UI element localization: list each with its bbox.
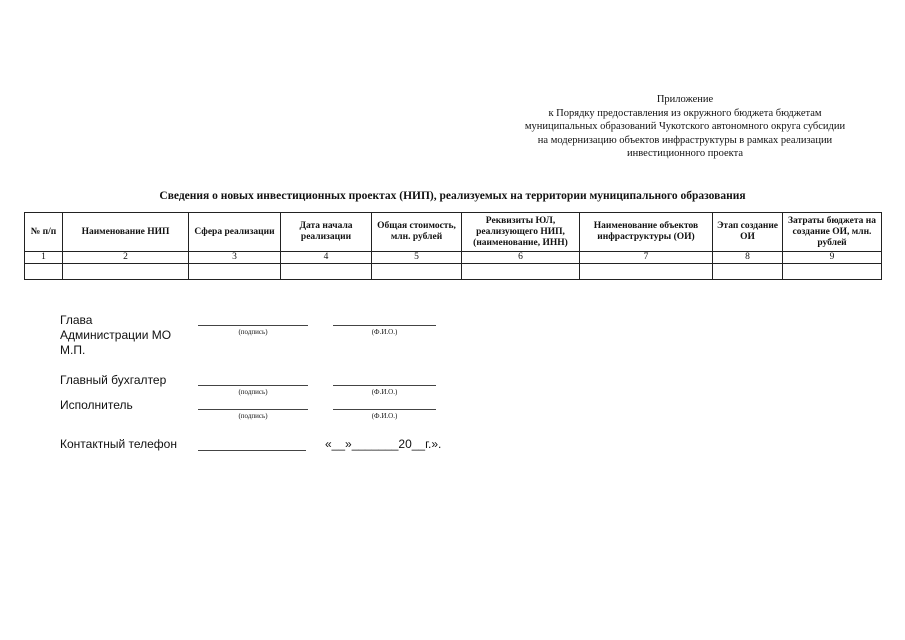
head-signature-line: [198, 325, 308, 326]
empty-cell: [25, 264, 63, 280]
column-number: 4: [281, 252, 372, 264]
column-header: Наименование объектов инфраструктуры (ОИ): [580, 213, 713, 252]
column-number: 7: [580, 252, 713, 264]
appendix-line: к Порядку предоставления из окружного бюджета бюджетам: [548, 107, 822, 119]
appendix-line: инвестиционного проекта: [626, 148, 744, 159]
projects-table: [24, 212, 882, 280]
column-header: Общая стоимость, млн. рублей: [372, 213, 462, 252]
column-number: 5: [372, 252, 462, 264]
column-header: Затраты бюджета на создание ОИ, млн. рублей: [783, 213, 882, 252]
appendix-line: Приложение: [656, 94, 714, 105]
executor-name-hint: (Ф.И.О.): [371, 412, 398, 420]
column-header: Сфера реализации: [189, 213, 281, 252]
column-number: 1: [25, 252, 63, 264]
head-label-line2: Администрации МО: [60, 328, 172, 342]
appendix-line: на модернизацию объектов инфраструктуры в рамках реализации: [537, 134, 833, 146]
empty-cell: [580, 264, 713, 280]
table-row: [25, 264, 882, 280]
executor-signature-line: [198, 409, 308, 410]
head-signature-hint: (подпись): [238, 328, 268, 336]
head-label-line1: Глава: [60, 313, 93, 327]
empty-cell: [713, 264, 783, 280]
empty-cell: [783, 264, 882, 280]
accountant-name-hint: (Ф.И.О.): [371, 388, 398, 396]
executor-signature-hint: (подпись): [238, 412, 268, 420]
accountant-signature-hint: (подпись): [238, 388, 268, 396]
column-header: Наименование НИП: [63, 213, 189, 252]
document-title: Сведения о новых инвестиционных проектах (НИП), реализуемых на территории муниципального образования: [159, 190, 746, 202]
column-number: 6: [462, 252, 580, 264]
column-number: 8: [713, 252, 783, 264]
accountant-signature-line: [198, 385, 308, 386]
head-name-line: [333, 325, 436, 326]
date-field: «__»_______20__г.».: [325, 437, 442, 451]
executor-name-line: [333, 409, 436, 410]
appendix-header: [470, 93, 900, 161]
executor-label: Исполнитель: [60, 398, 133, 412]
empty-cell: [281, 264, 372, 280]
head-name-hint: (Ф.И.О.): [371, 328, 398, 336]
column-number: 9: [783, 252, 882, 264]
phone-label: Контактный телефон: [60, 437, 177, 451]
empty-cell: [462, 264, 580, 280]
column-number-row: [25, 252, 882, 264]
column-header: Этап создание ОИ: [713, 213, 783, 252]
empty-cell: [372, 264, 462, 280]
accountant-name-line: [333, 385, 436, 386]
empty-cell: [63, 264, 189, 280]
appendix-line: муниципальных образований Чукотского автономного округа субсидии: [524, 121, 846, 132]
empty-cell: [189, 264, 281, 280]
seal-label: М.П.: [60, 343, 86, 357]
column-header: № п/п: [25, 213, 63, 252]
column-number: 2: [63, 252, 189, 264]
column-header: Дата начала реализации: [281, 213, 372, 252]
column-header: Реквизиты ЮЛ, реализующего НИП, (наименование, ИНН): [462, 213, 580, 252]
column-number: 3: [189, 252, 281, 264]
phone-line: [198, 450, 306, 451]
table-header-row: [25, 213, 882, 252]
accountant-label: Главный бухгалтер: [60, 373, 167, 387]
